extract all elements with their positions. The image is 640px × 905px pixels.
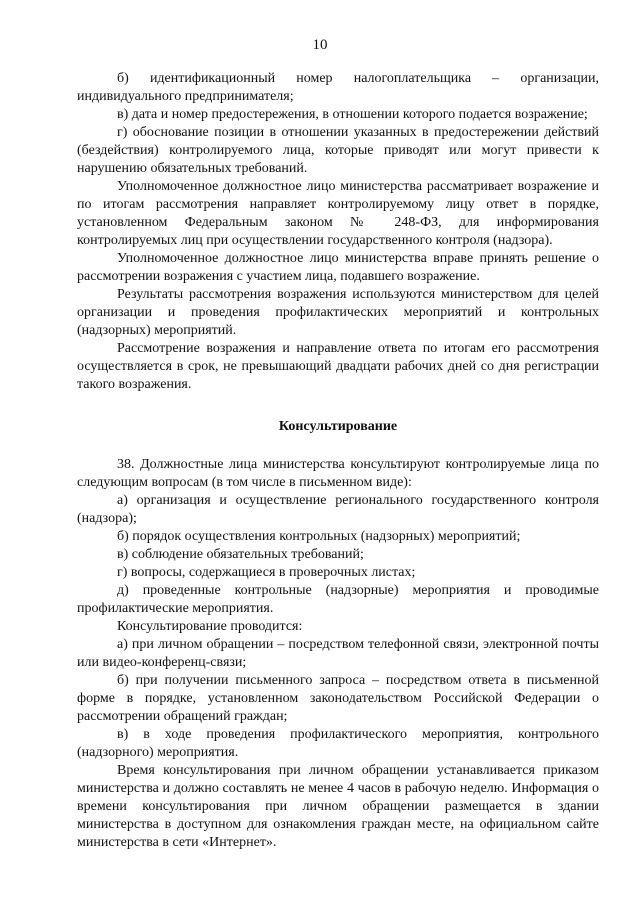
paragraph-official-decides: Уполномоченное должностное лицо министерства вправе принять решение о рассмотрении возражения с участием лица, подавшего возражение. — [77, 251, 599, 284]
paragraph-38-intro: 38. Должностные лица министерства консультируют контролируемые лица по следующим вопросам (в том числе в письменном виде): — [77, 457, 599, 490]
section-heading: Консультирование — [278, 419, 398, 434]
paragraph-item-b: б) идентификационный номер налогоплательщика – организации, индивидуального предпринимателя; — [77, 71, 599, 104]
list-item-a: а) организация и осуществление регионального государственного контроля (надзора); — [77, 493, 599, 526]
paragraph-review-term: Рассмотрение возражения и направление ответа по итогам его рассмотрения осуществляется в срок, не превышающий двадцати рабочих дней со дня регистрации такого возражения. — [77, 341, 599, 392]
method-item-v: в) в ходе проведения профилактического мероприятия, контрольного (надзорного) мероприятия. — [77, 727, 599, 760]
list-item-d: д) проведенные контрольные (надзорные) мероприятия и проводимые профилактические мероприятия. — [77, 583, 599, 616]
list-item-g: г) вопросы, содержащиеся в проверочных листах; — [117, 565, 416, 580]
paragraph-results-usage: Результаты рассмотрения возражения используются министерством для целей организации и проведения профилактических мероприятий и контрольных (надзорных) мероприятий. — [77, 287, 599, 338]
method-item-a: а) при личном обращении – посредством телефонной связи, электронной почты или видео-конференц-связи; — [77, 637, 599, 670]
page-number: 10 — [312, 37, 328, 53]
paragraph-official-reviews: Уполномоченное должностное лицо министерства рассматривает возражение и по итогам рассмотрения направляет контролируемому лицу ответ в порядке, установленном Федеральным законом № 248-ФЗ, для информирования контролируемых лиц при осуществлении государственного контроля (надзора). — [77, 179, 599, 248]
paragraph-item-g: г) обоснование позиции в отношении указанных в предостережении действий (бездействия) контролируемого лица, которые приводят или могут привести к нарушению обязательных требований. — [77, 125, 599, 176]
paragraph-consulting-time: Время консультирования при личном обращении устанавливается приказом министерства и должно составлять не менее 4 часов в рабочую неделю. Информация о времени консультирования при личном обращении размещается в здании министерства в доступном для ознакомления граждан месте, на официальном сайте министерства в сети «Интернет». — [77, 763, 599, 850]
paragraph-item-v: в) дата и номер предостережения, в отношении которого подается возражение; — [117, 107, 588, 122]
list-item-b: б) порядок осуществления контрольных (надзорных) мероприятий; — [117, 529, 521, 544]
document-body — [77, 70, 599, 852]
paragraph-consulting-conducted: Консультирование проводится: — [117, 619, 303, 634]
list-item-v: в) соблюдение обязательных требований; — [117, 547, 364, 562]
method-item-b: б) при получении письменного запроса – посредством ответа в письменной форме в порядке, установленном законодательством Российской Федерации о рассмотрении обращений граждан; — [77, 673, 599, 724]
